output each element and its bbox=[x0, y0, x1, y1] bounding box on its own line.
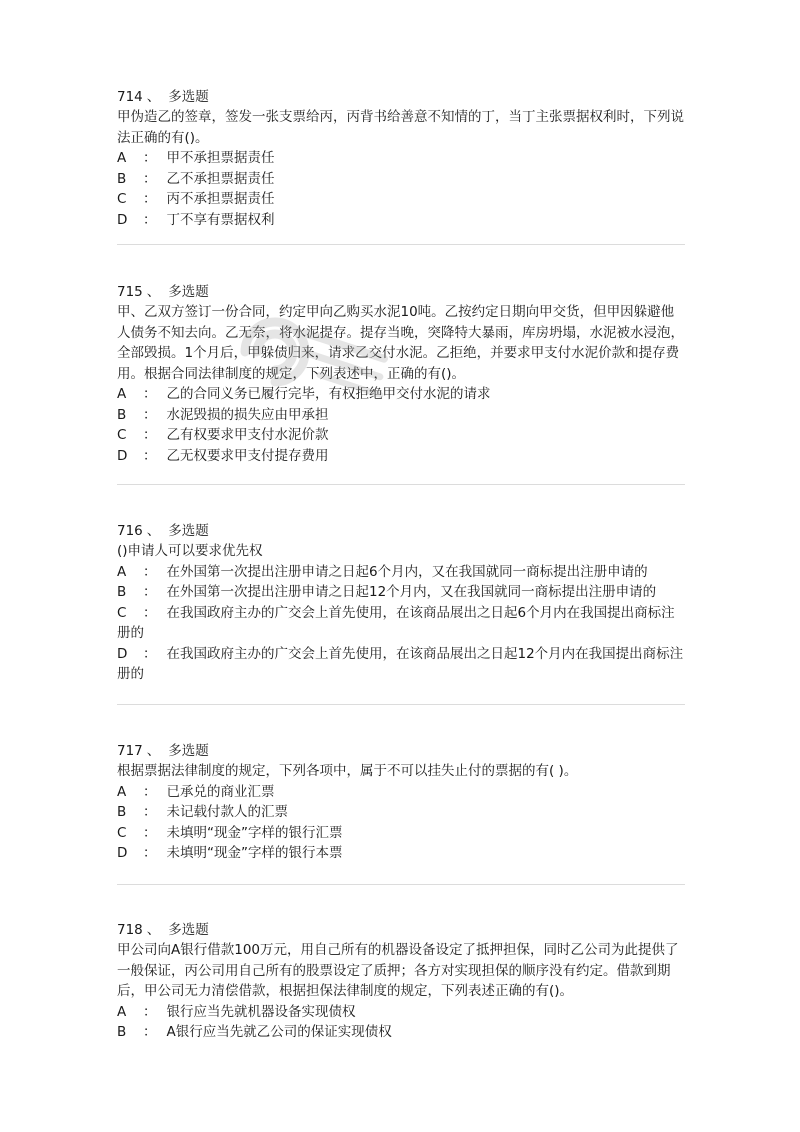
option-c bbox=[117, 823, 685, 844]
question-716 bbox=[117, 521, 685, 685]
option-b bbox=[117, 169, 685, 190]
option-text: A银行应当先就乙公司的保证实现债权 bbox=[166, 1024, 392, 1040]
option-d bbox=[117, 843, 685, 864]
option-letter: C bbox=[117, 191, 127, 207]
question-number: 716 bbox=[117, 523, 143, 539]
option-b bbox=[117, 802, 685, 823]
option-colon: ： bbox=[143, 447, 157, 464]
question-separator: 、 bbox=[146, 523, 161, 539]
option-colon: ： bbox=[143, 804, 157, 820]
option-letter: D bbox=[117, 645, 128, 662]
option-colon: ： bbox=[143, 563, 157, 580]
option-a bbox=[117, 562, 685, 583]
option-text: 丁不享有票据权利 bbox=[166, 211, 275, 228]
question-715 bbox=[117, 282, 685, 466]
option-colon: ： bbox=[143, 386, 157, 402]
option-letter: D bbox=[117, 447, 128, 464]
option-text: 银行应当先就机器设备实现债权 bbox=[166, 1003, 356, 1020]
question-separator: 、 bbox=[146, 284, 161, 300]
option-a bbox=[117, 1002, 685, 1023]
option-colon: ： bbox=[143, 824, 157, 841]
question-type: 多选题 bbox=[168, 523, 209, 539]
option-b bbox=[117, 582, 685, 603]
question-714 bbox=[117, 87, 685, 230]
option-d bbox=[117, 210, 685, 231]
option-colon: ： bbox=[143, 1003, 157, 1020]
option-colon: ： bbox=[143, 406, 157, 423]
question-717 bbox=[117, 741, 685, 864]
question-type: 多选题 bbox=[168, 922, 209, 938]
question-number: 717 bbox=[117, 743, 143, 759]
question-stem: ()申请人可以要求优先权 bbox=[117, 543, 263, 559]
question-divider bbox=[117, 244, 685, 245]
option-letter: B bbox=[117, 804, 127, 820]
option-letter: B bbox=[117, 170, 127, 187]
option-colon: ： bbox=[143, 191, 157, 207]
option-text: 水泥毁损的损失应由甲承担 bbox=[166, 406, 329, 423]
option-letter: D bbox=[117, 845, 128, 861]
question-type: 多选题 bbox=[168, 284, 209, 300]
option-letter: C bbox=[117, 824, 127, 841]
option-colon: ： bbox=[143, 1024, 157, 1040]
option-c bbox=[117, 603, 685, 644]
option-text: 在我国政府主办的广交会上首先使用，在该商品展出之日起12个月内在我国提出商标注册的 bbox=[117, 645, 684, 682]
option-colon: ： bbox=[143, 427, 157, 443]
option-letter: B bbox=[117, 406, 127, 423]
option-b bbox=[117, 1022, 685, 1043]
question-header bbox=[117, 87, 685, 107]
option-letter: C bbox=[117, 604, 127, 621]
question-type: 多选题 bbox=[168, 89, 209, 105]
question-718 bbox=[117, 920, 685, 1043]
option-colon: ： bbox=[143, 645, 157, 662]
option-text: 未填明“现金”字样的银行本票 bbox=[166, 845, 343, 861]
option-a bbox=[117, 384, 685, 405]
question-divider bbox=[117, 884, 685, 885]
option-letter: A bbox=[117, 563, 127, 580]
option-text: 在外国第一次提出注册申请之日起6个月内，又在我国就同一商标提出注册申请的 bbox=[166, 563, 648, 580]
option-d bbox=[117, 446, 685, 467]
question-separator: 、 bbox=[146, 743, 161, 759]
option-text: 未填明“现金”字样的银行汇票 bbox=[166, 824, 343, 841]
option-letter: A bbox=[117, 783, 127, 800]
option-d bbox=[117, 644, 685, 685]
question-stem: 甲公司向A银行借款100万元，用自己所有的机器设备设定了抵押担保，同时乙公司为此提供了一般保证，丙公司用自己所有的股票设定了质押；各方对实现担保的顺序没有约定。借款到期后，甲公司无力清偿借款，根据担保法律制度的规定，下列表述正确的有()。 bbox=[117, 942, 679, 999]
option-text: 已承兑的商业汇票 bbox=[166, 783, 275, 800]
option-text: 未记载付款人的汇票 bbox=[166, 804, 288, 820]
option-colon: ： bbox=[143, 584, 157, 600]
option-colon: ： bbox=[143, 604, 157, 621]
question-header bbox=[117, 282, 685, 302]
question-number: 718 bbox=[117, 922, 143, 938]
option-letter: A bbox=[117, 386, 127, 402]
option-colon: ： bbox=[143, 170, 157, 187]
option-c bbox=[117, 189, 685, 210]
question-stem: 甲伪造乙的签章，签发一张支票给丙，丙背书给善意不知情的丁，当丁主张票据权利时，下列说法正确的有()。 bbox=[117, 109, 684, 146]
question-separator: 、 bbox=[146, 89, 161, 105]
option-letter: B bbox=[117, 1024, 127, 1040]
question-header bbox=[117, 920, 685, 940]
option-a bbox=[117, 148, 685, 169]
option-text: 在我国政府主办的广交会上首先使用，在该商品展出之日起6个月内在我国提出商标注册的 bbox=[117, 604, 675, 641]
option-c bbox=[117, 425, 685, 446]
option-letter: D bbox=[117, 211, 128, 228]
option-letter: C bbox=[117, 427, 127, 443]
question-header bbox=[117, 741, 685, 761]
question-number: 715 bbox=[117, 284, 143, 300]
question-divider bbox=[117, 704, 685, 705]
question-stem: 甲、乙双方签订一份合同，约定甲向乙购买水泥10吨。乙按约定日期向甲交货，但甲因躲避他人债务不知去向。乙无奈，将水泥提存。提存当晚，突降特大暴雨，库房坍塌，水泥被水浸泡，全部毁损。1个月后，甲躲债归来，请求乙交付水泥。乙拒绝，并要求甲支付水泥价款和提存费用。根据合同法律制度的规定，下列表述中，正确的有()。 bbox=[117, 304, 684, 382]
option-text: 乙无权要求甲支付提存费用 bbox=[166, 447, 329, 464]
option-text: 在外国第一次提出注册申请之日起12个月内，又在我国就同一商标提出注册申请的 bbox=[166, 584, 657, 600]
option-b bbox=[117, 405, 685, 426]
option-text: 乙有权要求甲支付水泥价款 bbox=[166, 427, 329, 443]
question-stem: 根据票据法律制度的规定，下列各项中，属于不可以挂失止付的票据的有( )。 bbox=[117, 763, 578, 779]
question-type: 多选题 bbox=[168, 743, 209, 759]
option-colon: ： bbox=[143, 845, 157, 861]
option-text: 乙不承担票据责任 bbox=[166, 170, 275, 187]
option-letter: A bbox=[117, 1003, 127, 1020]
question-separator: 、 bbox=[146, 922, 161, 938]
question-divider bbox=[117, 484, 685, 485]
option-colon: ： bbox=[143, 211, 157, 228]
option-colon: ： bbox=[143, 150, 157, 166]
option-text: 丙不承担票据责任 bbox=[166, 191, 275, 207]
question-number: 714 bbox=[117, 89, 143, 105]
option-colon: ： bbox=[143, 783, 157, 800]
option-a bbox=[117, 782, 685, 803]
option-letter: B bbox=[117, 584, 127, 600]
option-text: 甲不承担票据责任 bbox=[166, 150, 275, 166]
question-header bbox=[117, 521, 685, 541]
option-letter: A bbox=[117, 150, 127, 166]
option-text: 乙的合同义务已履行完毕，有权拒绝甲交付水泥的请求 bbox=[166, 386, 491, 402]
